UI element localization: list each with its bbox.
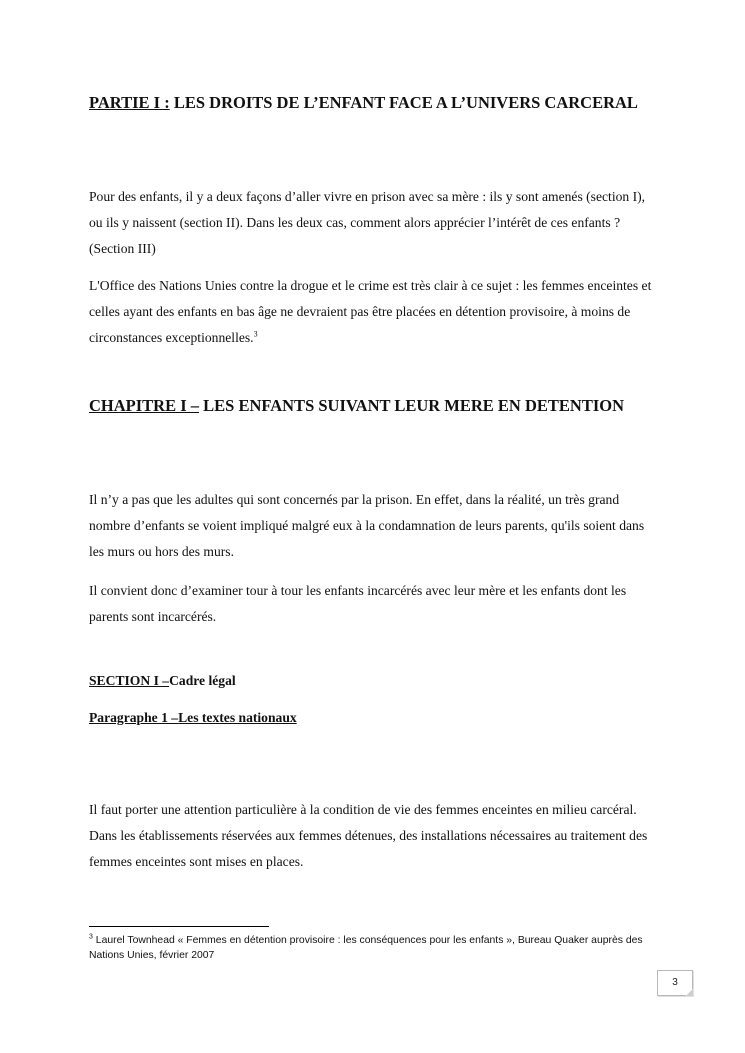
paragraph-intro: Pour des enfants, il y a deux façons d’aller vivre en prison avec sa mère : ils y sont amenés (section I), ou ils y naissent (section II). Dans les deux cas, comment alors apprécier l’intérêt de ces enfants ? (Section III) (89, 189, 646, 256)
chapter-heading-prefix: CHAPITRE I – (89, 396, 200, 415)
footnote (89, 933, 659, 963)
footnote-text: Laurel Townhead « Femmes en détention provisoire : les conséquences pour les enfants », Bureau Quaker auprès des Nations Unies, février 2007 (89, 935, 643, 961)
subsection-heading-prefix: Paragraphe 1 – (89, 710, 179, 725)
section-heading-prefix: SECTION I – (89, 673, 170, 688)
paragraph-onu (89, 273, 659, 351)
part-heading-title: LES DROITS DE L’ENFANT FACE A L’UNIVERS CARCERAL (169, 93, 638, 112)
part-heading-prefix: PARTIE I : (89, 93, 170, 112)
subsection-heading (89, 708, 659, 728)
section-heading (89, 671, 659, 691)
footnote-number: 3 (89, 933, 93, 941)
paragraph-examiner: Il convient donc d’examiner tour à tour les enfants incarcérés avec leur mère et les enfants dont les parents sont incarcérés. (89, 583, 627, 624)
paragraph-adultes: Il n’y a pas que les adultes qui sont concernés par la prison. En effet, dans la réalité, un très grand nombre d’enfants se voient impliqué malgré eux à la condamnation de leurs parents, qu'ils soient dans les murs ou hors des murs. (89, 492, 645, 559)
footnote-reference[interactable]: 3 (253, 329, 258, 339)
chapter-heading (89, 390, 659, 421)
paragraph-attention: Il faut porter une attention particulière à la condition de vie des femmes enceintes en milieu carcéral. Dans les établissements réservées aux femmes détenues, des installations nécessaires au traitement des femmes enceintes sont mises en places. (89, 802, 648, 869)
part-heading (89, 87, 659, 118)
chapter-heading-title: LES ENFANTS SUIVANT LEUR MERE EN DETENTION (199, 396, 624, 415)
section-heading-title: Cadre légal (169, 673, 236, 688)
footnote-separator (89, 926, 269, 927)
paragraph-onu-text: L'Office des Nations Unies contre la drogue et le crime est très clair à ce sujet : les femmes enceintes et celles ayant des enfants en bas âge ne devraient pas être placées en détention provisoire, à moins de circonstances exceptionnelles. (89, 278, 652, 345)
page-number: 3 (657, 970, 693, 996)
subsection-heading-title: Les textes nationaux (178, 710, 297, 725)
